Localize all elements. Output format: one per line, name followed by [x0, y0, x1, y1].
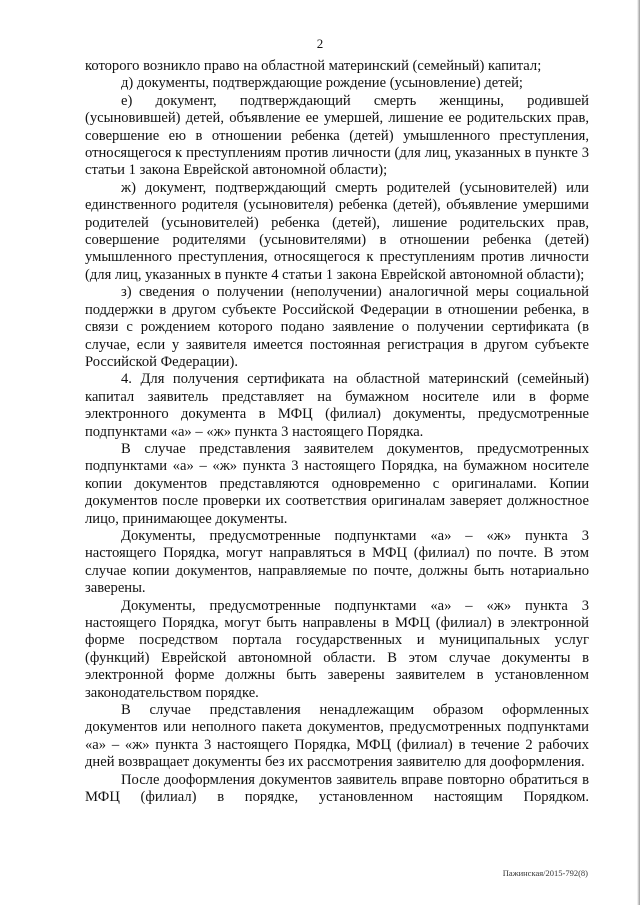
paragraph-item-d: д) документы, подтверждающие рождение (усыновление) детей;: [121, 75, 523, 92]
paragraph-item-zh: ж) документ, подтверждающий смерть родителей (усыновителей) или единственного родителя (усыновителя) ребенка (детей), объявление умершими родителей (усыновителей) ребенка (детей), лишение родительских прав, совершение родителями (усыновителями) в отношении ребенка (детей) умышленного преступления, относящегося к преступлениям против личности (для лиц, указанных в пункте 4 статьи 1 закона Еврейской автономной области);: [85, 179, 589, 283]
page-number: 2: [316, 36, 324, 51]
paragraph-item-z: з) сведения о получении (неполучении) аналогичной меры социальной поддержки в другом субъекте Российской Федерации в отношении ребенка, в связи с рождением которого подано заявление о получении сертификата (в случае, если у заявителя имеется постоянная регистрация в другом субъекте Российской Федерации).: [85, 284, 589, 370]
paragraph-continuation: которого возникло право на областной материнский (семейный) капитал;: [85, 58, 542, 74]
paragraph-postal-delivery: Документы, предусмотренные подпунктами «а» – «ж» пункта 3 настоящего Порядка, могут направляться в МФЦ (филиал) по почте. В этом случае копии документов, направляемые по почте, должны быть нотариально заверены.: [85, 527, 589, 597]
footer-reference: Пажинская/2015-792(8): [502, 868, 588, 878]
paragraph-electronic-delivery: Документы, предусмотренные подпунктами «а» – «ж» пункта 3 настоящего Порядка, могут быть направлены в МФЦ (филиал) в электронной форме посредством портала государственных и муниципальных услуг (функций) Еврейской автономной области. В этом случае документы в электронной форме должны быть заверены заявителем в установленном законодательством порядке.: [85, 597, 589, 701]
document-body: [85, 58, 589, 806]
paragraph-paper-copies: В случае представления заявителем документов, предусмотренных подпунктами «а» – «ж» пункта 3 настоящего Порядка, на бумажном носителе копии документов представляются одновременно с оригиналами. Копии документов после проверки их соответствия оригиналам заверяет должностное лицо, принимающее документы.: [85, 440, 589, 527]
paragraph-item-e: е) документ, подтверждающий смерть женщины, родившей (усыновившей) детей, объявление ее умершей, лишение ее родительских прав, совершение ею в отношении ребенка (детей) умышленного преступления, относящегося к преступлениям против личности (для лиц, указанных в пункте 3 статьи 1 закона Еврейской автономной области);: [85, 92, 589, 179]
paragraph-reapply: После дооформления документов заявитель вправе повторно обратиться в МФЦ (филиал) в порядке, установленном настоящим Порядком.: [85, 771, 589, 806]
paragraph-improper-documents: В случае представления ненадлежащим образом оформленных документов или неполного пакета документов, предусмотренных подпунктами «а» – «ж» пункта 3 настоящего Порядка, МФЦ (филиал) в течение 2 рабочих дней возвращает документы без их рассмотрения заявителю для дооформления.: [85, 702, 589, 771]
paragraph-clause-4: 4. Для получения сертификата на областной материнский (семейный) капитал заявитель представляет на бумажном носителе или в форме электронного документа в МФЦ (филиал) документы, предусмотренные подпунктами «а» – «ж» пункта 3 настоящего Порядка.: [85, 371, 589, 440]
